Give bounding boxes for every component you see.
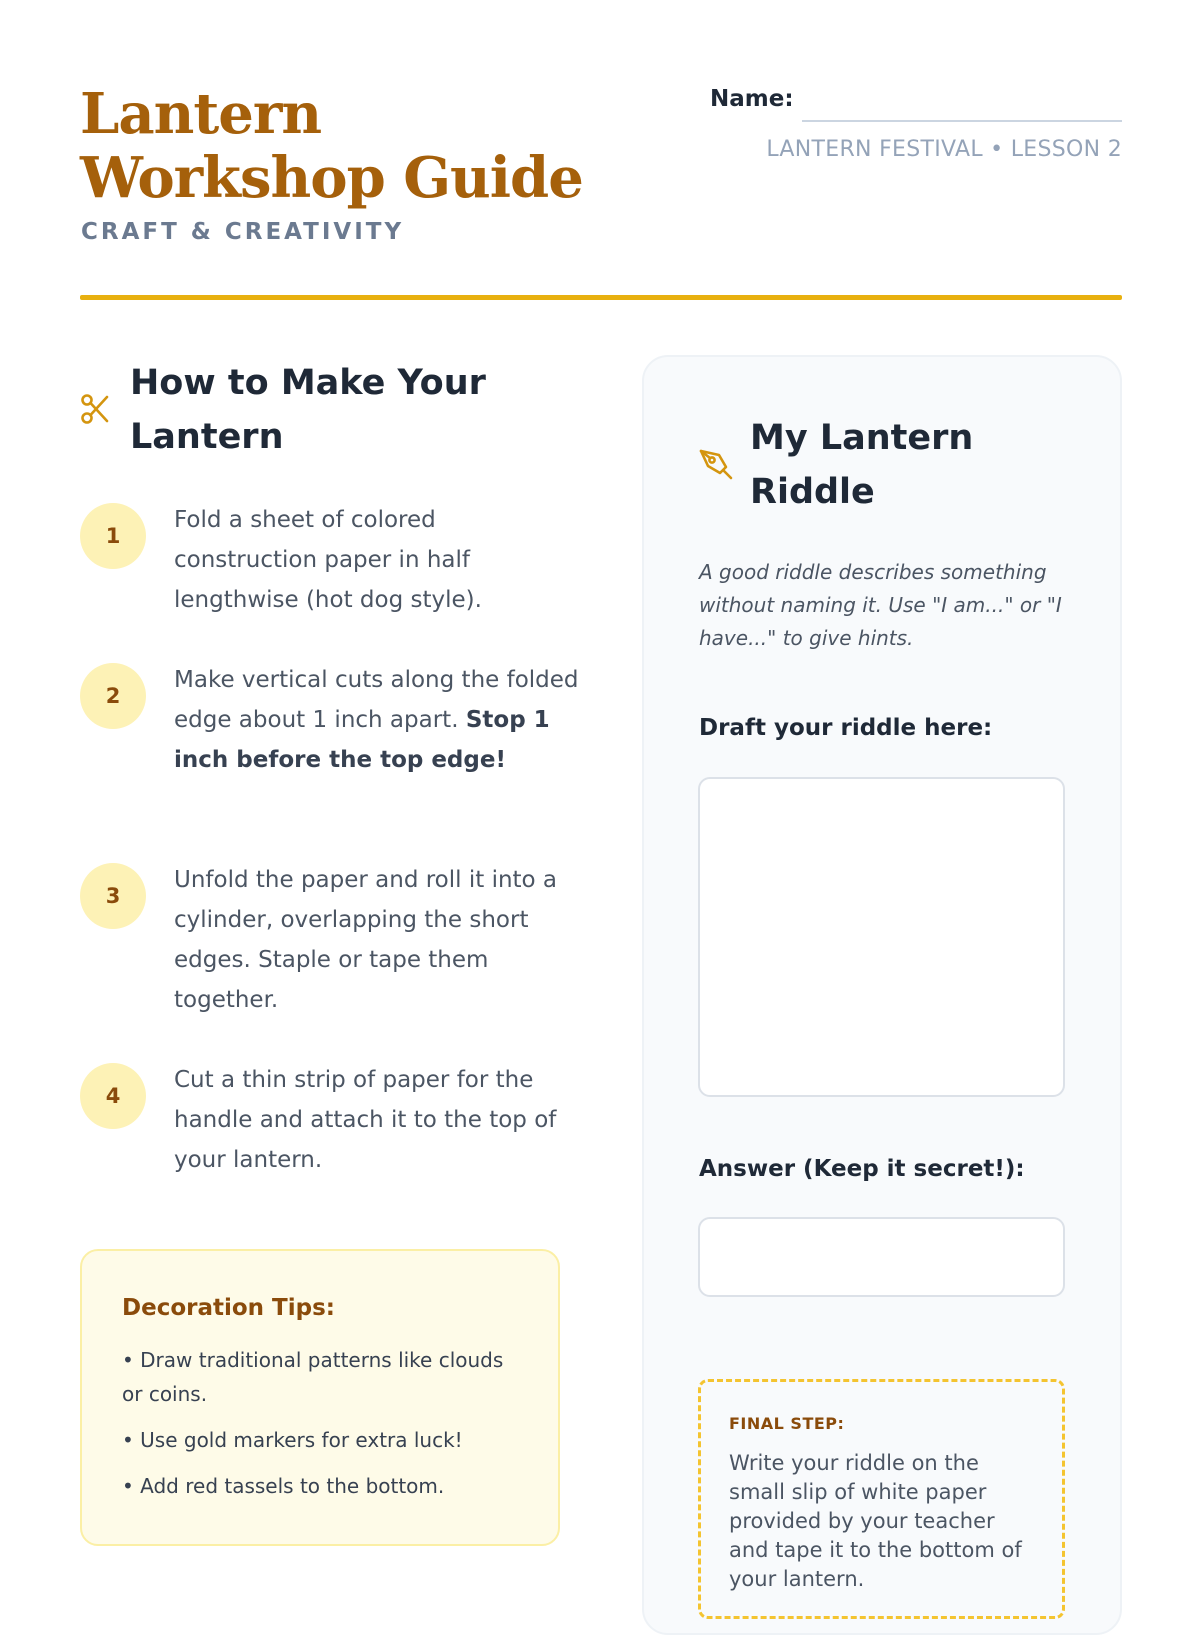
draft-label: Draft your riddle here: bbox=[699, 715, 993, 741]
riddle-draft-box[interactable] bbox=[698, 777, 1065, 1097]
step-text-group bbox=[174, 660, 584, 780]
step-text: Unfold the paper and roll it into a cylinder, overlapping the short edges. Staple or tape them together. bbox=[174, 867, 558, 1013]
course-label: LANTERN FESTIVAL • LESSON 2 bbox=[766, 137, 1122, 162]
step-warning: Stop 1 inch before the top edge! bbox=[174, 707, 550, 773]
final-step-box bbox=[698, 1379, 1065, 1619]
step-number-badge: 1 bbox=[80, 503, 146, 569]
instructions-heading: How to Make Your Lantern bbox=[130, 363, 486, 457]
final-step-title: FINAL STEP: bbox=[729, 1414, 845, 1433]
tips-heading: Decoration Tips: bbox=[122, 1295, 335, 1321]
scissors-icon bbox=[80, 392, 110, 430]
step-number-badge: 2 bbox=[80, 663, 146, 729]
instructions-header bbox=[80, 356, 580, 464]
tip-item: • Use gold markers for extra luck! bbox=[122, 1428, 463, 1452]
page-subtitle: CRAFT & CREATIVITY bbox=[81, 219, 405, 245]
pen-nib-icon bbox=[698, 445, 734, 485]
riddle-heading: My Lantern Riddle bbox=[750, 418, 974, 512]
final-step-text: Write your riddle on the small slip of white paper provided by your teacher and tape it to the bottom of your lantern. bbox=[729, 1451, 1022, 1591]
decoration-tips-box bbox=[80, 1249, 560, 1546]
tip-item: • Draw traditional patterns like clouds or coins. bbox=[122, 1348, 504, 1406]
step-text: Make vertical cuts along the folded edge about 1 inch apart. bbox=[174, 667, 579, 733]
step-text: Cut a thin strip of paper for the handle and attach it to the top of your lantern. bbox=[174, 1067, 557, 1173]
answer-box[interactable] bbox=[698, 1217, 1065, 1297]
name-field[interactable] bbox=[802, 120, 1122, 122]
step-number-badge: 4 bbox=[80, 1063, 146, 1129]
step-text: Fold a sheet of colored construction paper in half lengthwise (hot dog style). bbox=[174, 507, 482, 613]
header-divider bbox=[80, 295, 1122, 300]
step-number-badge: 3 bbox=[80, 863, 146, 929]
name-label: Name: bbox=[710, 86, 794, 112]
page-title: Lantern Workshop Guide bbox=[80, 81, 583, 211]
answer-label: Answer (Keep it secret!): bbox=[699, 1156, 1025, 1182]
tip-item: • Add red tassels to the bottom. bbox=[122, 1474, 445, 1498]
riddle-hint: A good riddle describes something without naming it. Use "I am..." or "I have..." to give hints. bbox=[699, 560, 1062, 650]
riddle-header bbox=[698, 411, 1078, 519]
